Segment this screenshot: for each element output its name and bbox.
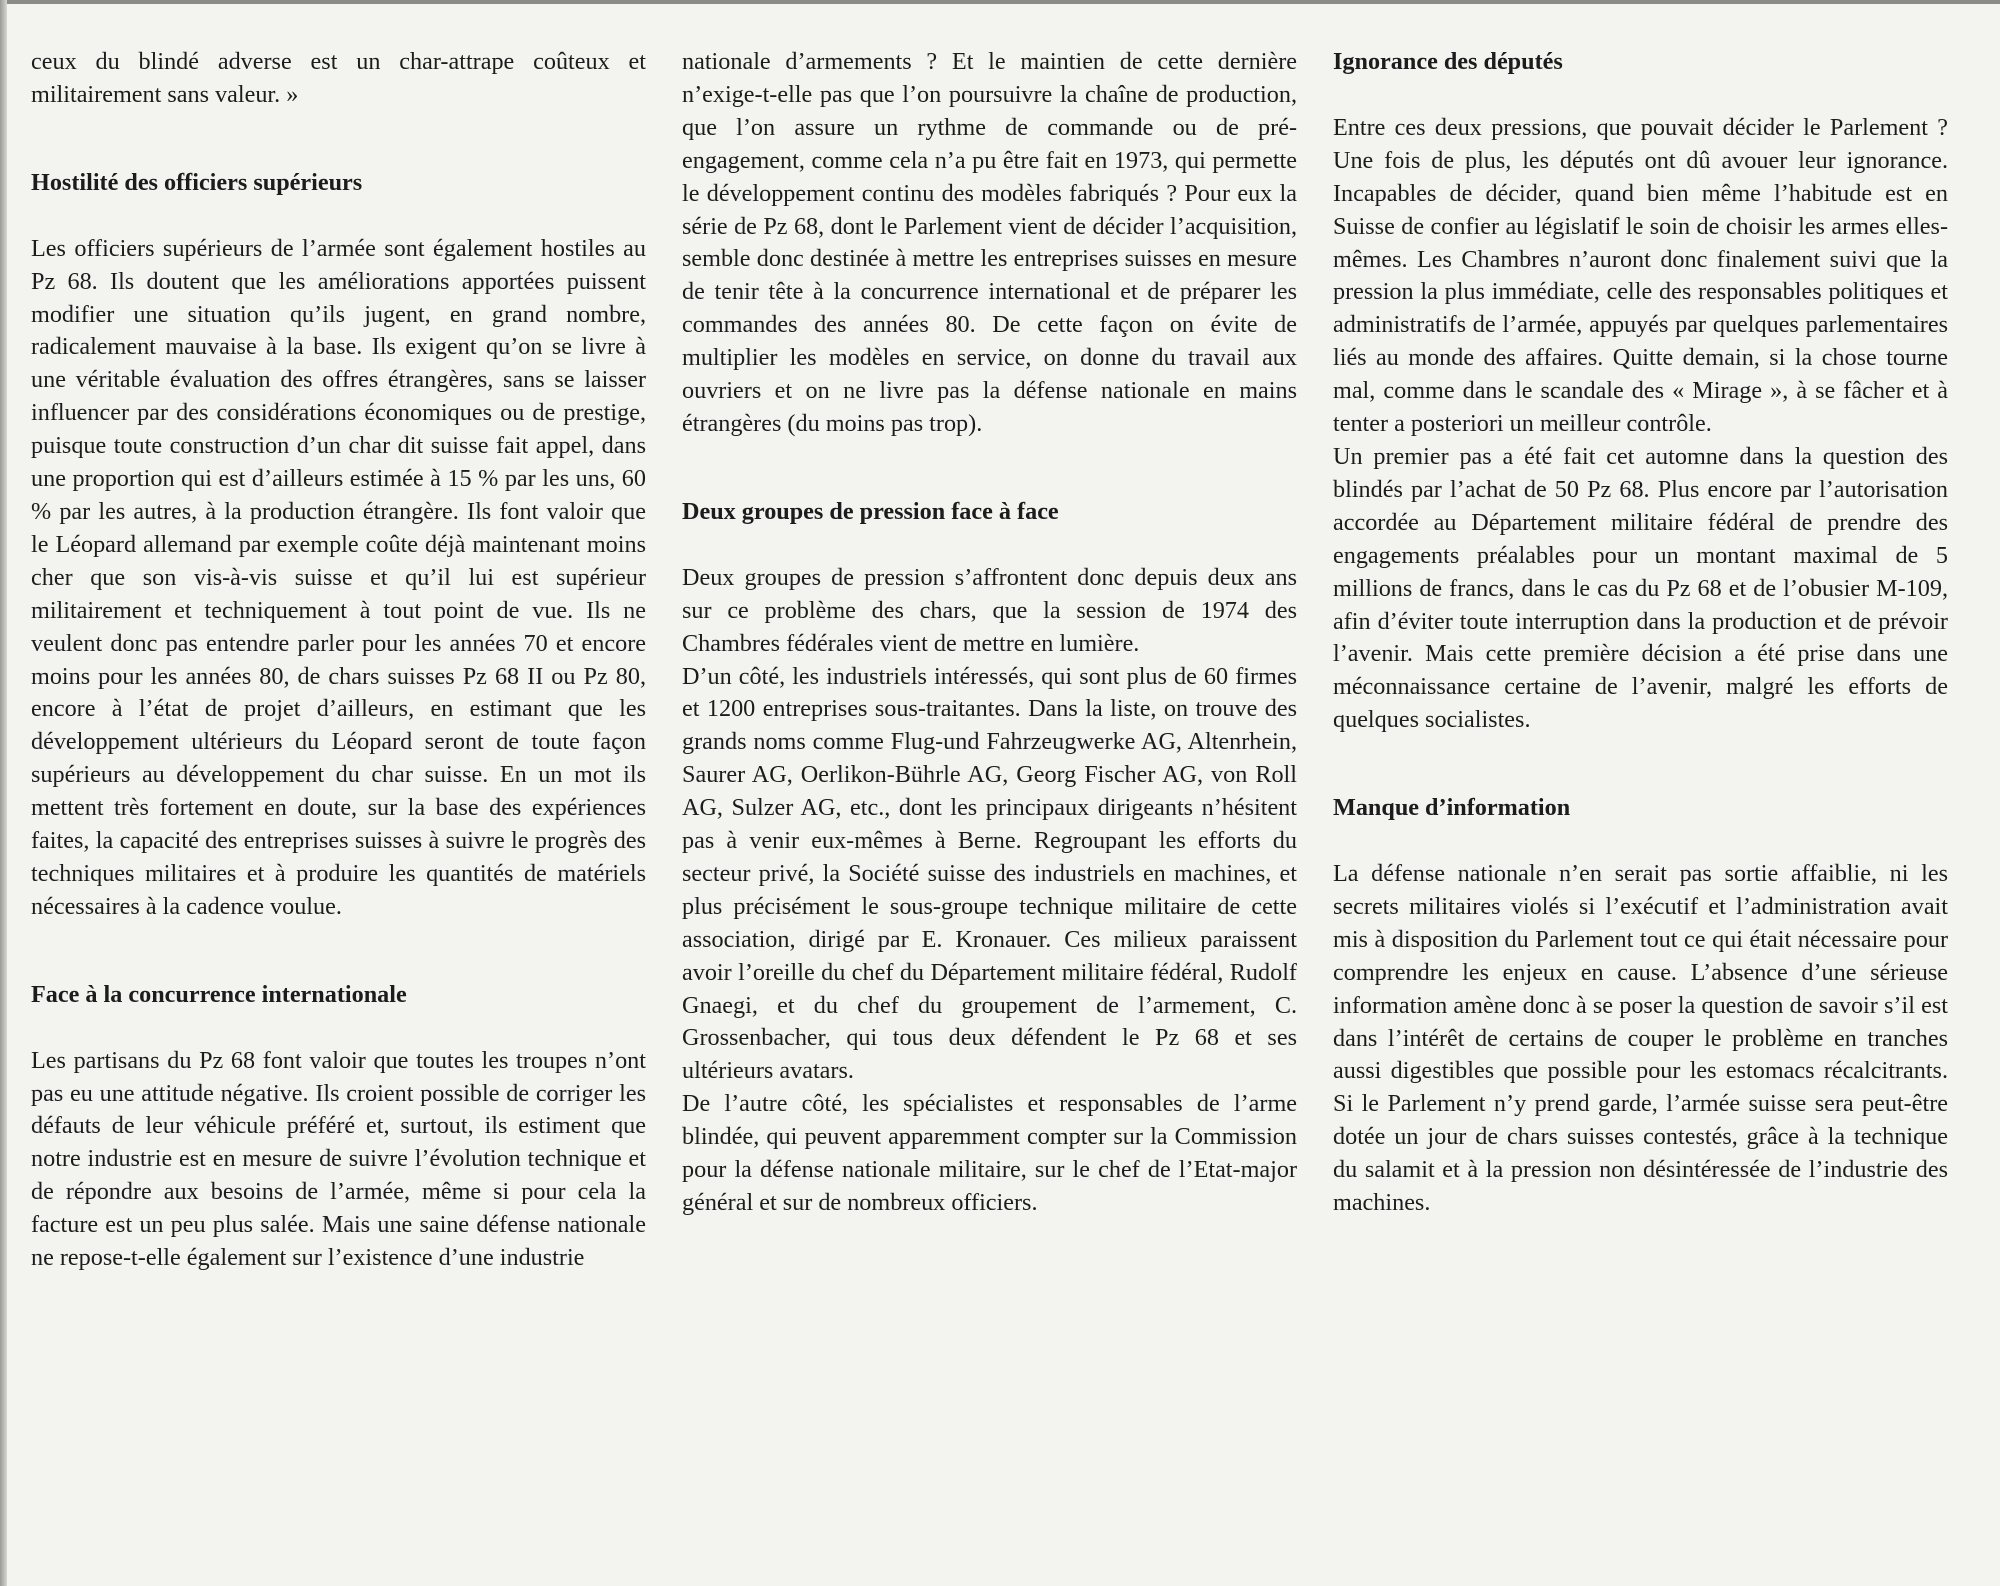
paragraph: nationale d’armements ? Et le maintien de cette dernière n’exige-t-elle pas que l’on poursuivre la chaîne de production, que l’on assure un rythme de commande ou de pré-engagement, comme cela n’a pu être fait en 1973, qui permette le développement continu des modèles fabriqués ? Pour eux la série de Pz 68, dont le Parlement vient de décider l’acquisition, semble donc destinée à mettre les entreprises suisses en mesure de tenir tête à la concurrence international et de préparer les commandes des années 80. De cette façon on évite de multiplier les modèles en service, on donne du travail aux ouvriers et on ne livre pas la défense nationale en mains étrangères (du moins pas trop).: [682, 48, 1297, 437]
section-heading-hostilite: Hostilité des officiers supérieurs: [31, 168, 363, 196]
section-heading-groupes-pression: Deux groupes de pression face à face: [682, 497, 1059, 525]
paragraph: Entre ces deux pressions, que pouvait décider le Parlement ? Une fois de plus, les députés ont dû avouer leur ignorance. Incapables de décider, quand bien même l’habitude est en Suisse de confier au législatif le soin de choisir les armes elles-mêmes. Les Chambres n’auront donc finalement suivi que la pression la plus immédiate, celle des responsables politiques et administratifs de l’armée, appuyés par quelques parlementaires liés au monde des affaires. Quitte demain, si la chose tourne mal, comme dans le scandale des « Mirage », à se fâcher et à tenter a posteriori un meilleur contrôle.: [1333, 113, 1948, 438]
section-heading-concurrence: Face à la concurrence internationale: [31, 980, 407, 1008]
section-heading-ignorance: Ignorance des députés: [1333, 48, 1563, 75]
paragraph: Un premier pas a été fait cet automne dans la question des blindés par l’achat de 50 Pz 68. Plus encore par l’autorisation accordée au Département militaire fédéral de prendre des engagements préalables pour un montant maximal de 5 millions de francs, dans le cas du Pz 68 et de l’obusier M-109, afin d’éviter toute interruption dans la production et de prévoir l’avenir. Mais cette première décision a été prise dans une méconnaissance certaine de l’avenir, malgré les efforts de quelques socialistes.: [1333, 442, 1948, 734]
paragraph: De l’autre côté, les spécialistes et responsables de l’arme blindée, qui peuvent apparemment compter sur la Commission pour la défense nationale militaire, sur le chef de l’Etat-major général et sur de nombreux officiers.: [682, 1090, 1297, 1216]
page-binding-edge: [0, 0, 7, 1586]
paragraph: ceux du blindé adverse est un char-attrape coûteux et militairement sans valeur. »: [31, 48, 646, 108]
page-top-edge: [0, 0, 2000, 4]
paragraph: D’un côté, les industriels intéressés, qui sont plus de 60 firmes et 1200 entreprises sous-traitantes. Dans la liste, on trouve des grands noms comme Flug-und Fahrzeugwerke AG, Altenrhein, Saurer AG, Oerlikon-Bührle AG, Georg Fischer AG, von Roll AG, Sulzer AG, etc., dont les principaux dirigeants n’hésitent pas à venir eux-mêmes à Berne. Regroupant les efforts du secteur privé, la Société suisse des industriels en machines, et plus précisément le sous-groupe technique militaire de cette association, dirigé par E. Kronauer. Ces milieux paraissent avoir l’oreille du chef du Département militaire fédéral, Rudolf Gnaegi, et du chef du groupement de l’armement, C. Grossenbacher, qui tous deux défendent le Pz 68 et ses ultérieurs avatars.: [682, 662, 1297, 1085]
section-heading-manque-information: Manque d’information: [1333, 794, 1571, 822]
paragraph: Les officiers supérieurs de l’armée sont également hostiles au Pz 68. Ils doutent que les améliorations apportées puissent modifier une situation qu’ils jugent, en grand nombre, radicalement mauvaise à la base. Ils exigent qu’on se livre à une véritable évaluation des offres étrangères, sans se laisser influencer par des considérations économiques ou de prestige, puisque toute construction d’un char dit suisse fait appel, dans une proportion qui est d’ailleurs estimée à 15 % par les uns, 60 % par les autres, à la production étrangère. Ils font valoir que le Léopard allemand par exemple coûte déjà maintenant moins cher que son vis-à-vis suisse et qu’il lui est supérieur militairement et techniquement à tout point de vue. Ils ne veulent donc pas entendre parler pour les années 70 et encore moins pour les années 80, de chars suisses Pz 68 II ou Pz 80, encore à l’état de projet d’ailleurs, en estimant que les développement ultérieurs du Léopard seront de toute façon supérieurs au développement du char suisse. En un mot ils mettent très fortement en doute, sur la base des expériences faites, la capacité des entreprises suisses à suivre le progrès des techniques militaires et à produire les quantités de matériels nécessaires à la cadence voulue.: [31, 234, 646, 920]
text-column-2: [682, 46, 1297, 1220]
paragraph: Les partisans du Pz 68 font valoir que toutes les troupes n’ont pas eu une attitude négative. Ils croient possible de corriger les défauts de leur véhicule préféré et, surtout, ils estiment que notre industrie est en mesure de suivre l’évolution technique et de répondre aux besoins de l’armée, même si pour cela la facture est un peu plus salée. Mais une saine défense nationale ne repose-t-elle également sur l’existence d’une industrie: [31, 1046, 646, 1272]
paragraph: Deux groupes de pression s’affrontent donc depuis deux ans sur ce problème des chars, que la session de 1974 des Chambres fédérales vient de mettre en lumière.: [682, 563, 1297, 657]
text-column-1: [31, 46, 646, 1275]
text-column-3: [1333, 46, 1948, 1220]
paragraph: La défense nationale n’en serait pas sortie affaiblie, ni les secrets militaires violés si l’exécutif et l’administration avait mis à disposition du Parlement tout ce qui était nécessaire pour comprendre les enjeux en cause. L’absence d’une sérieuse information amène donc à se poser la question de savoir s’il est dans l’intérêt de certains de couper le problème en tranches aussi digestibles que possible pour les estomacs récalcitrants. Si le Parlement n’y prend garde, l’armée suisse sera peut-être dotée un jour de chars suisses contestés, grâce à la technique du salamit et à la pression non désintéressée de l’industrie des machines.: [1333, 860, 1948, 1217]
